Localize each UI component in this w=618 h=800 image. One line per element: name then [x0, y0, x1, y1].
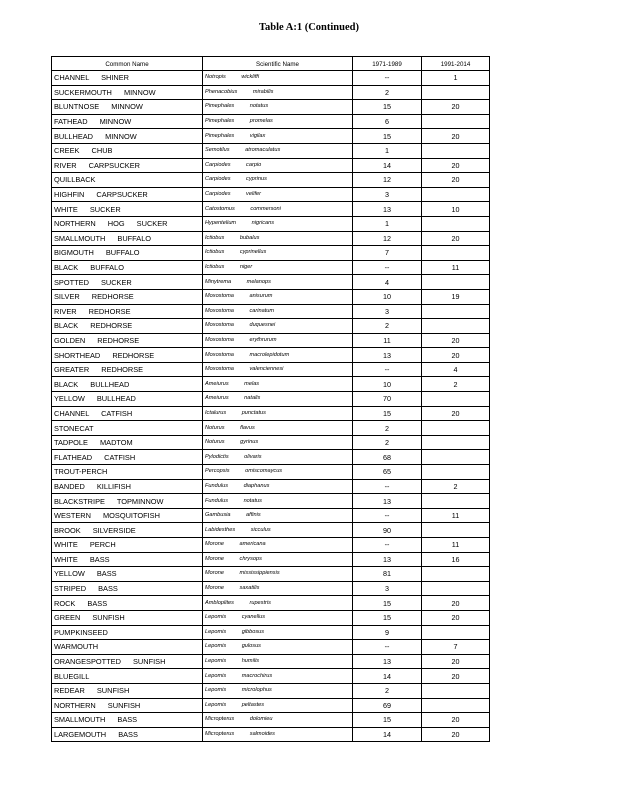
table-row: [52, 523, 490, 538]
common-name-cell: BIGMOUTH BUFFALO: [52, 246, 203, 261]
scientific-name-cell: Lepomis macrochirus: [203, 669, 353, 684]
table-row: [52, 596, 490, 611]
count-1971-1989-cell: --: [353, 71, 422, 86]
table-row: [52, 304, 490, 319]
table-row: [52, 143, 490, 158]
scientific-name-cell: Ictiobus bubalus: [203, 231, 353, 246]
common-name-cell: ROCK BASS: [52, 596, 203, 611]
table-row: [52, 625, 490, 640]
scientific-name-cell: Semotilus atromaculatus: [203, 143, 353, 158]
common-name-cell: BLACK BULLHEAD: [52, 377, 203, 392]
common-name-cell: CHANNEL SHINER: [52, 71, 203, 86]
scientific-name-cell: Pylodictis olivaris: [203, 450, 353, 465]
count-1971-1989-cell: 2: [353, 85, 422, 100]
scientific-name-cell: Noturus gyrinus: [203, 435, 353, 450]
scientific-name-cell: Lepomis microlophus: [203, 683, 353, 698]
count-1971-1989-cell: --: [353, 362, 422, 377]
count-1991-2014-cell: 20: [422, 727, 490, 742]
count-1971-1989-cell: 13: [353, 654, 422, 669]
count-1971-1989-cell: 68: [353, 450, 422, 465]
common-name-cell: BLUNTNOSE MINNOW: [52, 100, 203, 115]
table-row: [52, 567, 490, 582]
common-name-cell: BLUEGILL: [52, 669, 203, 684]
scientific-name-cell: Moxostoma erythrurum: [203, 333, 353, 348]
table-row: [52, 683, 490, 698]
count-1971-1989-cell: 15: [353, 100, 422, 115]
count-1991-2014-cell: 20: [422, 158, 490, 173]
table-row: [52, 289, 490, 304]
table-row: [52, 85, 490, 100]
count-1991-2014-cell: 20: [422, 333, 490, 348]
count-1971-1989-cell: 69: [353, 698, 422, 713]
table-row: [52, 231, 490, 246]
count-1971-1989-cell: --: [353, 479, 422, 494]
count-1971-1989-cell: 4: [353, 275, 422, 290]
count-1991-2014-cell: 1: [422, 71, 490, 86]
common-name-cell: WARMOUTH: [52, 640, 203, 655]
count-1971-1989-cell: 81: [353, 567, 422, 582]
count-1991-2014-cell: 7: [422, 640, 490, 655]
table-row: [52, 158, 490, 173]
count-1991-2014-cell: [422, 625, 490, 640]
scientific-name-cell: Lepomis peltastes: [203, 698, 353, 713]
scientific-name-cell: Ictiobus cyprinellus: [203, 246, 353, 261]
common-name-cell: HIGHFIN CARPSUCKER: [52, 187, 203, 202]
header-period-1991-2014: 1991-2014: [422, 56, 490, 71]
common-name-cell: SHORTHEAD REDHORSE: [52, 348, 203, 363]
count-1991-2014-cell: [422, 421, 490, 436]
common-name-cell: TROUT-PERCH: [52, 465, 203, 480]
table-row: [52, 275, 490, 290]
scientific-name-cell: Morone americana: [203, 538, 353, 553]
scientific-name-cell: Moxostoma macrolepidotum: [203, 348, 353, 363]
count-1971-1989-cell: 14: [353, 158, 422, 173]
scientific-name-cell: Catostomus commersoni: [203, 202, 353, 217]
count-1991-2014-cell: [422, 698, 490, 713]
table-body: [52, 71, 490, 742]
table-row: [52, 435, 490, 450]
common-name-cell: PUMPKINSEED: [52, 625, 203, 640]
common-name-cell: LARGEMOUTH BASS: [52, 727, 203, 742]
count-1991-2014-cell: 20: [422, 173, 490, 188]
count-1971-1989-cell: 1: [353, 143, 422, 158]
count-1991-2014-cell: 2: [422, 479, 490, 494]
table-row: [52, 187, 490, 202]
scientific-name-cell: Percopsis omiscomaycus: [203, 465, 353, 480]
count-1991-2014-cell: 4: [422, 362, 490, 377]
common-name-cell: GOLDEN REDHORSE: [52, 333, 203, 348]
table-row: [52, 129, 490, 144]
count-1971-1989-cell: 15: [353, 406, 422, 421]
count-1971-1989-cell: 9: [353, 625, 422, 640]
count-1971-1989-cell: --: [353, 640, 422, 655]
common-name-cell: STONECAT: [52, 421, 203, 436]
table-row: [52, 610, 490, 625]
scientific-name-cell: Moxostoma valenciennesi: [203, 362, 353, 377]
count-1971-1989-cell: --: [353, 508, 422, 523]
count-1991-2014-cell: [422, 683, 490, 698]
count-1971-1989-cell: 70: [353, 392, 422, 407]
common-name-cell: BANDED KILLIFISH: [52, 479, 203, 494]
common-name-cell: SILVER REDHORSE: [52, 289, 203, 304]
count-1991-2014-cell: 20: [422, 654, 490, 669]
common-name-cell: GREEN SUNFISH: [52, 610, 203, 625]
scientific-name-cell: Labidesthes sicculus: [203, 523, 353, 538]
count-1991-2014-cell: 20: [422, 713, 490, 728]
count-1991-2014-cell: [422, 246, 490, 261]
count-1971-1989-cell: 15: [353, 129, 422, 144]
table-row: [52, 362, 490, 377]
common-name-cell: YELLOW BASS: [52, 567, 203, 582]
common-name-cell: WESTERN MOSQUITOFISH: [52, 508, 203, 523]
count-1971-1989-cell: 12: [353, 173, 422, 188]
table-row: [52, 640, 490, 655]
scientific-name-cell: Lepomis gibbosus: [203, 625, 353, 640]
count-1971-1989-cell: 13: [353, 552, 422, 567]
common-name-cell: TADPOLE MADTOM: [52, 435, 203, 450]
scientific-name-cell: Fundulus diaphanus: [203, 479, 353, 494]
common-name-cell: BLACKSTRIPE TOPMINNOW: [52, 494, 203, 509]
header-common-name: Common Name: [52, 56, 203, 71]
table-row: [52, 202, 490, 217]
count-1971-1989-cell: 2: [353, 319, 422, 334]
scientific-name-cell: Morone saxatilis: [203, 581, 353, 596]
scientific-name-cell: Pimephales vigilax: [203, 129, 353, 144]
common-name-cell: ORANGESPOTTED SUNFISH: [52, 654, 203, 669]
scientific-name-cell: Moxostoma carinatum: [203, 304, 353, 319]
common-name-cell: YELLOW BULLHEAD: [52, 392, 203, 407]
scientific-name-cell: Phenacobius mirabilis: [203, 85, 353, 100]
count-1991-2014-cell: 11: [422, 538, 490, 553]
common-name-cell: FLATHEAD CATFISH: [52, 450, 203, 465]
scientific-name-cell: Micropterus dolomieu: [203, 713, 353, 728]
count-1971-1989-cell: 1: [353, 216, 422, 231]
count-1991-2014-cell: [422, 187, 490, 202]
table-row: [52, 494, 490, 509]
header-scientific-name: Scientific Name: [203, 56, 353, 71]
count-1991-2014-cell: 20: [422, 610, 490, 625]
count-1991-2014-cell: [422, 304, 490, 319]
count-1991-2014-cell: 20: [422, 348, 490, 363]
count-1991-2014-cell: [422, 275, 490, 290]
scientific-name-cell: Micropterus salmoides: [203, 727, 353, 742]
scientific-name-cell: Gambusia affinis: [203, 508, 353, 523]
count-1971-1989-cell: 11: [353, 333, 422, 348]
count-1971-1989-cell: --: [353, 260, 422, 275]
scientific-name-cell: Ambloplites rupestris: [203, 596, 353, 611]
count-1971-1989-cell: 13: [353, 348, 422, 363]
common-name-cell: SPOTTED SUCKER: [52, 275, 203, 290]
count-1971-1989-cell: 90: [353, 523, 422, 538]
common-name-cell: BLACK REDHORSE: [52, 319, 203, 334]
common-name-cell: RIVER CARPSUCKER: [52, 158, 203, 173]
common-name-cell: WHITE PERCH: [52, 538, 203, 553]
scientific-name-cell: Pimephales promelas: [203, 114, 353, 129]
count-1991-2014-cell: [422, 450, 490, 465]
common-name-cell: STRIPED BASS: [52, 581, 203, 596]
header-period-1971-1989: 1971-1989: [353, 56, 422, 71]
table-row: [52, 727, 490, 742]
table-row: [52, 465, 490, 480]
page-title: Table A:1 (Continued): [259, 22, 359, 33]
common-name-cell: SUCKERMOUTH MINNOW: [52, 85, 203, 100]
common-name-cell: SMALLMOUTH BUFFALO: [52, 231, 203, 246]
scientific-name-cell: Carpiodes velifer: [203, 187, 353, 202]
scientific-name-cell: Pimephales notatus: [203, 100, 353, 115]
common-name-cell: BROOK SILVERSIDE: [52, 523, 203, 538]
table-row: [52, 260, 490, 275]
scientific-name-cell: Lepomis humilis: [203, 654, 353, 669]
table-row: [52, 698, 490, 713]
common-name-cell: NORTHERN SUNFISH: [52, 698, 203, 713]
table-row: [52, 450, 490, 465]
count-1991-2014-cell: 10: [422, 202, 490, 217]
common-name-cell: WHITE BASS: [52, 552, 203, 567]
scientific-name-cell: Morone mississippiensis: [203, 567, 353, 582]
table-row: [52, 348, 490, 363]
table-row: [52, 421, 490, 436]
scientific-name-cell: Hypentelium nigricans: [203, 216, 353, 231]
table-row: [52, 216, 490, 231]
count-1991-2014-cell: [422, 392, 490, 407]
table-row: [52, 538, 490, 553]
count-1971-1989-cell: 13: [353, 494, 422, 509]
count-1971-1989-cell: 3: [353, 304, 422, 319]
count-1991-2014-cell: 11: [422, 508, 490, 523]
count-1971-1989-cell: 10: [353, 289, 422, 304]
count-1991-2014-cell: [422, 114, 490, 129]
common-name-cell: BULLHEAD MINNOW: [52, 129, 203, 144]
common-name-cell: REDEAR SUNFISH: [52, 683, 203, 698]
count-1971-1989-cell: 15: [353, 610, 422, 625]
count-1991-2014-cell: [422, 143, 490, 158]
table-row: [52, 333, 490, 348]
count-1971-1989-cell: 2: [353, 683, 422, 698]
count-1991-2014-cell: [422, 319, 490, 334]
scientific-name-cell: Noturus flavus: [203, 421, 353, 436]
count-1991-2014-cell: 19: [422, 289, 490, 304]
scientific-name-cell: Minytrema melanops: [203, 275, 353, 290]
common-name-cell: CREEK CHUB: [52, 143, 203, 158]
scientific-name-cell: Lepomis gulosus: [203, 640, 353, 655]
count-1991-2014-cell: 20: [422, 669, 490, 684]
count-1971-1989-cell: 6: [353, 114, 422, 129]
scientific-name-cell: Notropis wickliffi: [203, 71, 353, 86]
scientific-name-cell: Ameiurus natalis: [203, 392, 353, 407]
table-row: [52, 114, 490, 129]
scientific-name-cell: Moxostoma duquesnei: [203, 319, 353, 334]
count-1971-1989-cell: 12: [353, 231, 422, 246]
table-row: [52, 406, 490, 421]
table-row: [52, 377, 490, 392]
table-row: [52, 319, 490, 334]
common-name-cell: CHANNEL CATFISH: [52, 406, 203, 421]
count-1971-1989-cell: 2: [353, 421, 422, 436]
table-row: [52, 479, 490, 494]
count-1971-1989-cell: 13: [353, 202, 422, 217]
count-1971-1989-cell: 65: [353, 465, 422, 480]
count-1991-2014-cell: [422, 465, 490, 480]
table-row: [52, 508, 490, 523]
count-1991-2014-cell: 20: [422, 596, 490, 611]
count-1991-2014-cell: 20: [422, 129, 490, 144]
common-name-cell: SMALLMOUTH BASS: [52, 713, 203, 728]
table-row: [52, 173, 490, 188]
scientific-name-cell: Carpiodes carpio: [203, 158, 353, 173]
count-1971-1989-cell: 3: [353, 187, 422, 202]
count-1991-2014-cell: 2: [422, 377, 490, 392]
common-name-cell: WHITE SUCKER: [52, 202, 203, 217]
count-1991-2014-cell: 11: [422, 260, 490, 275]
count-1971-1989-cell: 15: [353, 596, 422, 611]
count-1971-1989-cell: 7: [353, 246, 422, 261]
count-1991-2014-cell: [422, 216, 490, 231]
count-1991-2014-cell: 16: [422, 552, 490, 567]
common-name-cell: NORTHERN HOG SUCKER: [52, 216, 203, 231]
count-1991-2014-cell: [422, 85, 490, 100]
count-1971-1989-cell: 14: [353, 727, 422, 742]
count-1991-2014-cell: 20: [422, 406, 490, 421]
scientific-name-cell: Morone chrysops: [203, 552, 353, 567]
common-name-cell: GREATER REDHORSE: [52, 362, 203, 377]
count-1971-1989-cell: --: [353, 538, 422, 553]
count-1971-1989-cell: 3: [353, 581, 422, 596]
table-row: [52, 71, 490, 86]
table-row: [52, 100, 490, 115]
scientific-name-cell: Carpiodes cyprinus: [203, 173, 353, 188]
common-name-cell: BLACK BUFFALO: [52, 260, 203, 275]
table-row: [52, 713, 490, 728]
count-1991-2014-cell: [422, 494, 490, 509]
common-name-cell: QUILLBACK: [52, 173, 203, 188]
common-name-cell: FATHEAD MINNOW: [52, 114, 203, 129]
table-row: [52, 654, 490, 669]
table-row: [52, 669, 490, 684]
scientific-name-cell: Moxostoma anisurum: [203, 289, 353, 304]
count-1971-1989-cell: 10: [353, 377, 422, 392]
count-1971-1989-cell: 2: [353, 435, 422, 450]
table-header-row: [52, 57, 490, 71]
scientific-name-cell: Lepomis cyanellus: [203, 610, 353, 625]
common-name-cell: RIVER REDHORSE: [52, 304, 203, 319]
table-row: [52, 392, 490, 407]
table-row: [52, 246, 490, 261]
table-row: [52, 552, 490, 567]
count-1991-2014-cell: 20: [422, 231, 490, 246]
count-1991-2014-cell: [422, 435, 490, 450]
table-row: [52, 581, 490, 596]
count-1991-2014-cell: 20: [422, 100, 490, 115]
scientific-name-cell: Ictalurus punctatus: [203, 406, 353, 421]
scientific-name-cell: Fundulus notatus: [203, 494, 353, 509]
scientific-name-cell: Ictiobus niger: [203, 260, 353, 275]
count-1991-2014-cell: [422, 567, 490, 582]
count-1991-2014-cell: [422, 581, 490, 596]
count-1971-1989-cell: 14: [353, 669, 422, 684]
fish-species-table: [51, 56, 490, 742]
count-1971-1989-cell: 15: [353, 713, 422, 728]
count-1991-2014-cell: [422, 523, 490, 538]
scientific-name-cell: Ameiurus melas: [203, 377, 353, 392]
